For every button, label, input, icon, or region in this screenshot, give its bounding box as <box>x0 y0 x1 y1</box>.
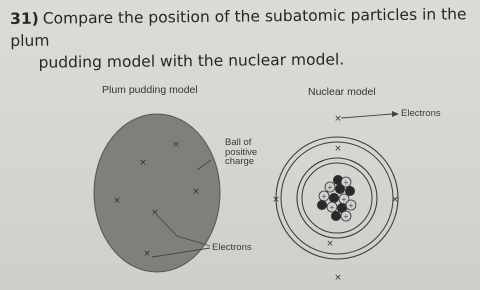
plum-electrons-label: Electrons <box>212 242 252 253</box>
nuclear-electron-arrowhead <box>392 111 399 117</box>
plum-pudding-diagram <box>94 114 220 272</box>
nuclear-diagram <box>272 111 399 283</box>
svg-text:+: + <box>329 203 335 212</box>
electron-marker: × <box>391 195 399 205</box>
svg-text:+: + <box>321 192 327 201</box>
svg-text:+: + <box>343 212 349 221</box>
plum-pudding-title: Plum pudding model <box>102 84 198 96</box>
neutron <box>317 200 327 210</box>
electron-marker: × <box>334 144 342 154</box>
electron-marker: × <box>334 273 342 283</box>
nuclear-model-title: Nuclear model <box>308 86 376 98</box>
nuclear-electrons-label: Electrons <box>401 108 441 119</box>
electron-marker: × <box>151 208 159 218</box>
neutron <box>331 211 341 221</box>
nuclear-electron-pointer <box>341 114 392 118</box>
positive-charge-ball <box>94 114 220 272</box>
svg-text:+: + <box>341 195 347 204</box>
electron-marker: × <box>192 187 200 197</box>
svg-text:+: + <box>343 178 349 187</box>
neutron <box>329 193 339 203</box>
electron-marker: × <box>326 239 334 249</box>
electron-marker: × <box>113 196 121 206</box>
electron-marker: × <box>334 114 342 124</box>
question-line-1: Compare the position of the subatomic particles in the plum <box>10 5 467 50</box>
electron-marker: × <box>143 249 151 259</box>
question-line-2: pudding model with the nuclear model. <box>38 50 345 72</box>
svg-text:+: + <box>348 201 354 210</box>
electron-marker: × <box>139 158 147 168</box>
electron-marker: × <box>272 195 280 205</box>
electron-marker: × <box>172 140 180 150</box>
question-number: 31) <box>10 9 39 28</box>
svg-text:+: + <box>327 183 333 192</box>
ball-of-positive-charge-label: Ball of positive charge <box>225 137 258 167</box>
